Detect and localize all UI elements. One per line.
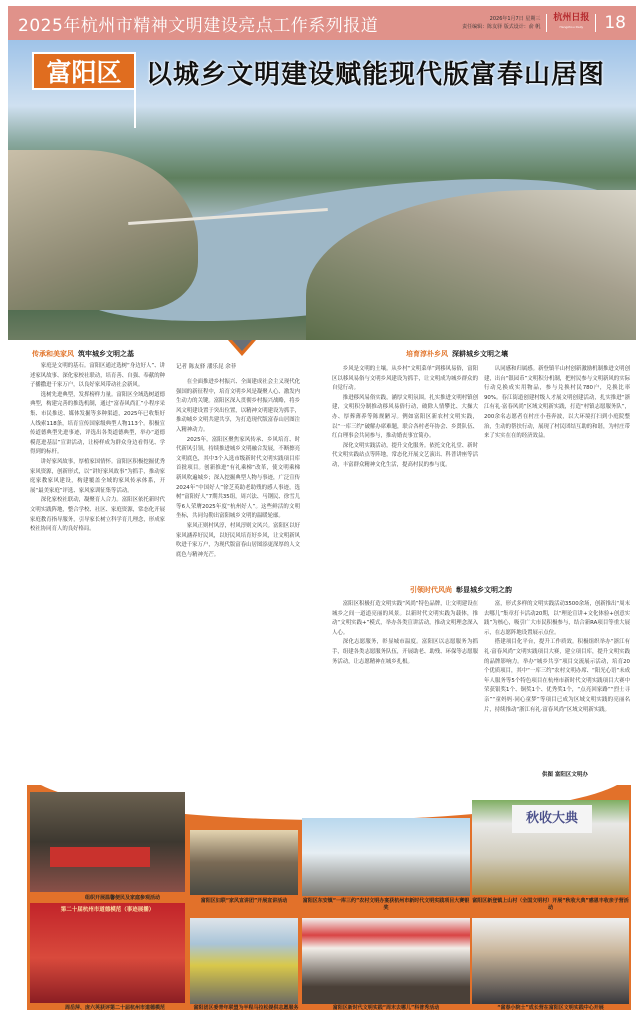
- section-heading-1: 传承和美家风 筑牢城乡文明之基: [32, 350, 134, 358]
- section-heading-3: 引领时代风尚 彰显城乡文明之韵: [410, 586, 512, 594]
- photo-caption-8: “富春小院士”成长营在富阳区文明实践中心开展: [497, 1005, 604, 1011]
- article-column-6: 富，形式多样的文明实践活动3500余场，创新推出“周末去哪儿”集章打卡活动20期，以“理论宣讲+文化体验+创意实践”为核心，吸引广大市民积极参与，结合新RA项目等重大展示，在志愿阵地设置展示点位。 搭建项目化平台，提升工作质效。积极组织举办“浙江有礼·富春风尚”文明实践项目大赛，建立项目库，提升文明实践的品牌影响力。举办“城乡共享”项目交流展示活动，培育20个优质项目，其中“一库三约”农村文明办席、“阳光心语”未成年人服务等5个特色项目在杭州市新时代文明实践项目大赛中荣获银奖1个、铜奖1个、优秀奖1个，“点亮回家路”“烈士寻亲”“童妈妈·同心童梦”等项目已成为区域文明实践的亮丽名片，持续推动“浙江有礼·富春风尚”区域文明新实践。: [484, 601, 630, 713]
- city-left: [8, 150, 198, 310]
- photo-caption-3: 富阳区东安镇“一库三约”农村文明办宴获杭州市新时代文明实践项目大赛银奖: [302, 898, 470, 911]
- photo-caption-4: 富阳区新登镇上山村（全国文明村）开展“秋收大典”感恩丰收亲子营活动: [472, 898, 629, 911]
- photo-6: [190, 918, 298, 1004]
- header-meta: [462, 15, 540, 31]
- editors: 责任编辑：陈友驿 版式设计：俞 帆: [462, 24, 541, 30]
- paper-name-en: Hangzhou Daily: [559, 25, 584, 29]
- photo-4: [472, 800, 629, 895]
- award-banner: 第二十届杭州市道德模范（事迹展播）: [60, 907, 155, 913]
- photo-1: [30, 792, 185, 892]
- photo-caption-5: 周岳萍、庞六英获评第二十届杭州市道德模范: [64, 1005, 165, 1011]
- headline: 以城乡文明建设赋能现代版富春山居图: [146, 60, 606, 90]
- issue-date: 2026年1月7日 星期三: [489, 16, 541, 22]
- photo-caption-7: 富阳区新时代文明实践“周末去哪儿”科普秀活动: [332, 1005, 440, 1011]
- article-column-5: 富阳区积极打造文明实践“风尚”特色品牌，让文明建设在城乡之间一道道亮丽的风景。以新时代文明实践为载体，推动“文明实践+”模式，举办各类宣讲活动，推动文明理念深入人心。 深化志愿服务，彰显城市温度。富阳区以志愿服务为抓手，组建各类志愿服务队伍，开展助老、助残、环保等志愿服务活动，让志愿精神在城乡扎根。: [332, 601, 478, 665]
- autumn-harvest-sign: 秋收大典: [512, 805, 592, 833]
- photo-caption-2: 富阳区妇联“家风宣讲团”开展宣讲活动: [200, 898, 288, 904]
- article-column-3: 乡风是文明的土壤。从乡村“文明菜单”到移风易俗，富阳区以移风易俗与文明乡风建设为抓手，让文明成为城乡群众的自觉行动。 推进移风易俗实践，涵厚文明氛围。扎实推进文明村镇创建，文明积分制推动移风易俗行动，破除人情攀比、大操大办、厚葬薄养等陈规陋习。例如富阳区新农村文明实践，以“一库三约”破解办席难题，联合各村老年协会、乡贤队伍、红白理事会共同参与，推动婚丧事宜简办。 深化文明实践活动，提升文化服务。依托文化礼堂、新时代文明实践站点等阵地，常态化开展文艺演出、科普讲座等活动，丰富群众精神文化生活，提高村民的参与度。: [332, 366, 478, 468]
- article-column-1: 家庭是文明的基石。富阳区通过选树“身边好人”、讲述家风故事、深化家校社联动，培育善、自强、奉献的种子播撒进千家万户，以良好家风带动社会新风。 选树先进典型，发挥榜样力量。富阳区全域选树道德典型，构建完善的推选机制，通过“富春风尚汇”小程序采集、市民推送、媒体发掘等多种渠道，2025年已收集好人线索118条，培育宣传国家级典型人物113个。积极宣传道德典型先进事迹，评选出各类道德典型，举办“道德模范进基层”宣讲活动，让榜样成为群众身边看得见、学得到的标杆。 讲好家风故事，厚植家国情怀。富阳区积极挖掘优秀家风资源，创新形式，以“讲好家风故事”为抓手，推动家庭家教家风建设，构建覆盖全域的家风传承体系，开展“最美家庭”评选、家风家训征集等活动。 深化家校社联动，凝聚育人合力。富阳区依托新时代文明实践阵地，整合学校、社区、家庭资源，常态化开展家庭教育指导服务，引导家长树立科学育儿理念，形成家校社协同育人的良好格局。: [30, 363, 165, 533]
- series-title: 2025年杭州市精神文明建设亮点工作系列报道: [18, 15, 379, 36]
- arrow-marker-inner: [232, 340, 252, 351]
- badge-line: [134, 88, 136, 128]
- photo-8: [472, 918, 629, 1004]
- section-heading-2: 培育淳朴乡风 深耕城乡文明之壤: [406, 350, 508, 358]
- article-column-2: 在全面推进乡村振兴、全面建成社会主义现代化强国的新征程中，培育文明乡风是凝聚人心、激发内生动力的关键。富阳区深入贯彻乡村振兴战略，将乡风文明建设置于突出位置，以精神文明建设为抓手，推动城乡文明共建共享，为打造现代版富春山居图注入精神动力。 2025年，富阳区聚焦家风传承、乡风培育、时代新风引领，持续推进城乡文明融合发展，不断擦亮文明底色，其中3个入选市级新时代文明实践项目库首批项目。创新推进“有礼乘梯”改革，使文明乘梯新风吹遍城乡；深入挖掘典型人物与事迹，广泛宣传2024年“中国好人”徐芝英助老助残的感人事迹，选树“富阳好人”7期共35组，周兴法、马钢民、徐雪儿等6人荣膺2025年度“杭州好人”。这些鲜活的文明坐标，共同勾勒出富阳城乡文明的温暖轮廓。 家风正则村风淳，村风淳则文风兴。富阳区以好家风涵养好民风，以好民风培育好乡风，让文明新风吹进千家万户，为现代版富春山居图添更深厚的人文底色与精神光芒。: [176, 379, 300, 558]
- article-column-4: 认同感和归属感。新登镇半山村创新激励机制推进文明创建，出台“银园币”文明积分机制，把村民参与文明新风的实际行动兑换成实用物品，参与兑换村民780户，兑换比率90%。春江街道创建村级人才展文明创建活动，扎实推进“浙江有礼·富春风尚”区域文明新实践，打造“村镇志愿服务队”，200余名志愿者在村庄小巷奔波，以大环境打扫到小庭院整治，生动的帮扶行动，展现了村民团结互助的和谐，为村庄带来了实实在在的经济效益。: [484, 366, 630, 440]
- photo-caption-1: 组织开展温馨便民及家庭参观活动: [84, 895, 160, 901]
- red-banner: [50, 847, 150, 867]
- paper-name: 杭州日报: [553, 13, 590, 23]
- photo-caption-6: 富阳团区委青年联盟为半程马拉松提供志愿服务: [193, 1005, 299, 1011]
- page-number: 18: [604, 13, 626, 33]
- photo-2: [190, 830, 298, 895]
- photo-credit: 供图 富阳区文明办: [542, 772, 588, 778]
- photo-3: [302, 818, 470, 896]
- photo-7: [302, 918, 470, 1004]
- district-badge: 富阳区: [32, 52, 136, 90]
- page-header: [8, 6, 636, 40]
- byline: 记者 陈友驿 潘乐昆 余菲: [176, 364, 237, 370]
- paper-logo: [546, 14, 596, 32]
- photo-5: [30, 903, 185, 1003]
